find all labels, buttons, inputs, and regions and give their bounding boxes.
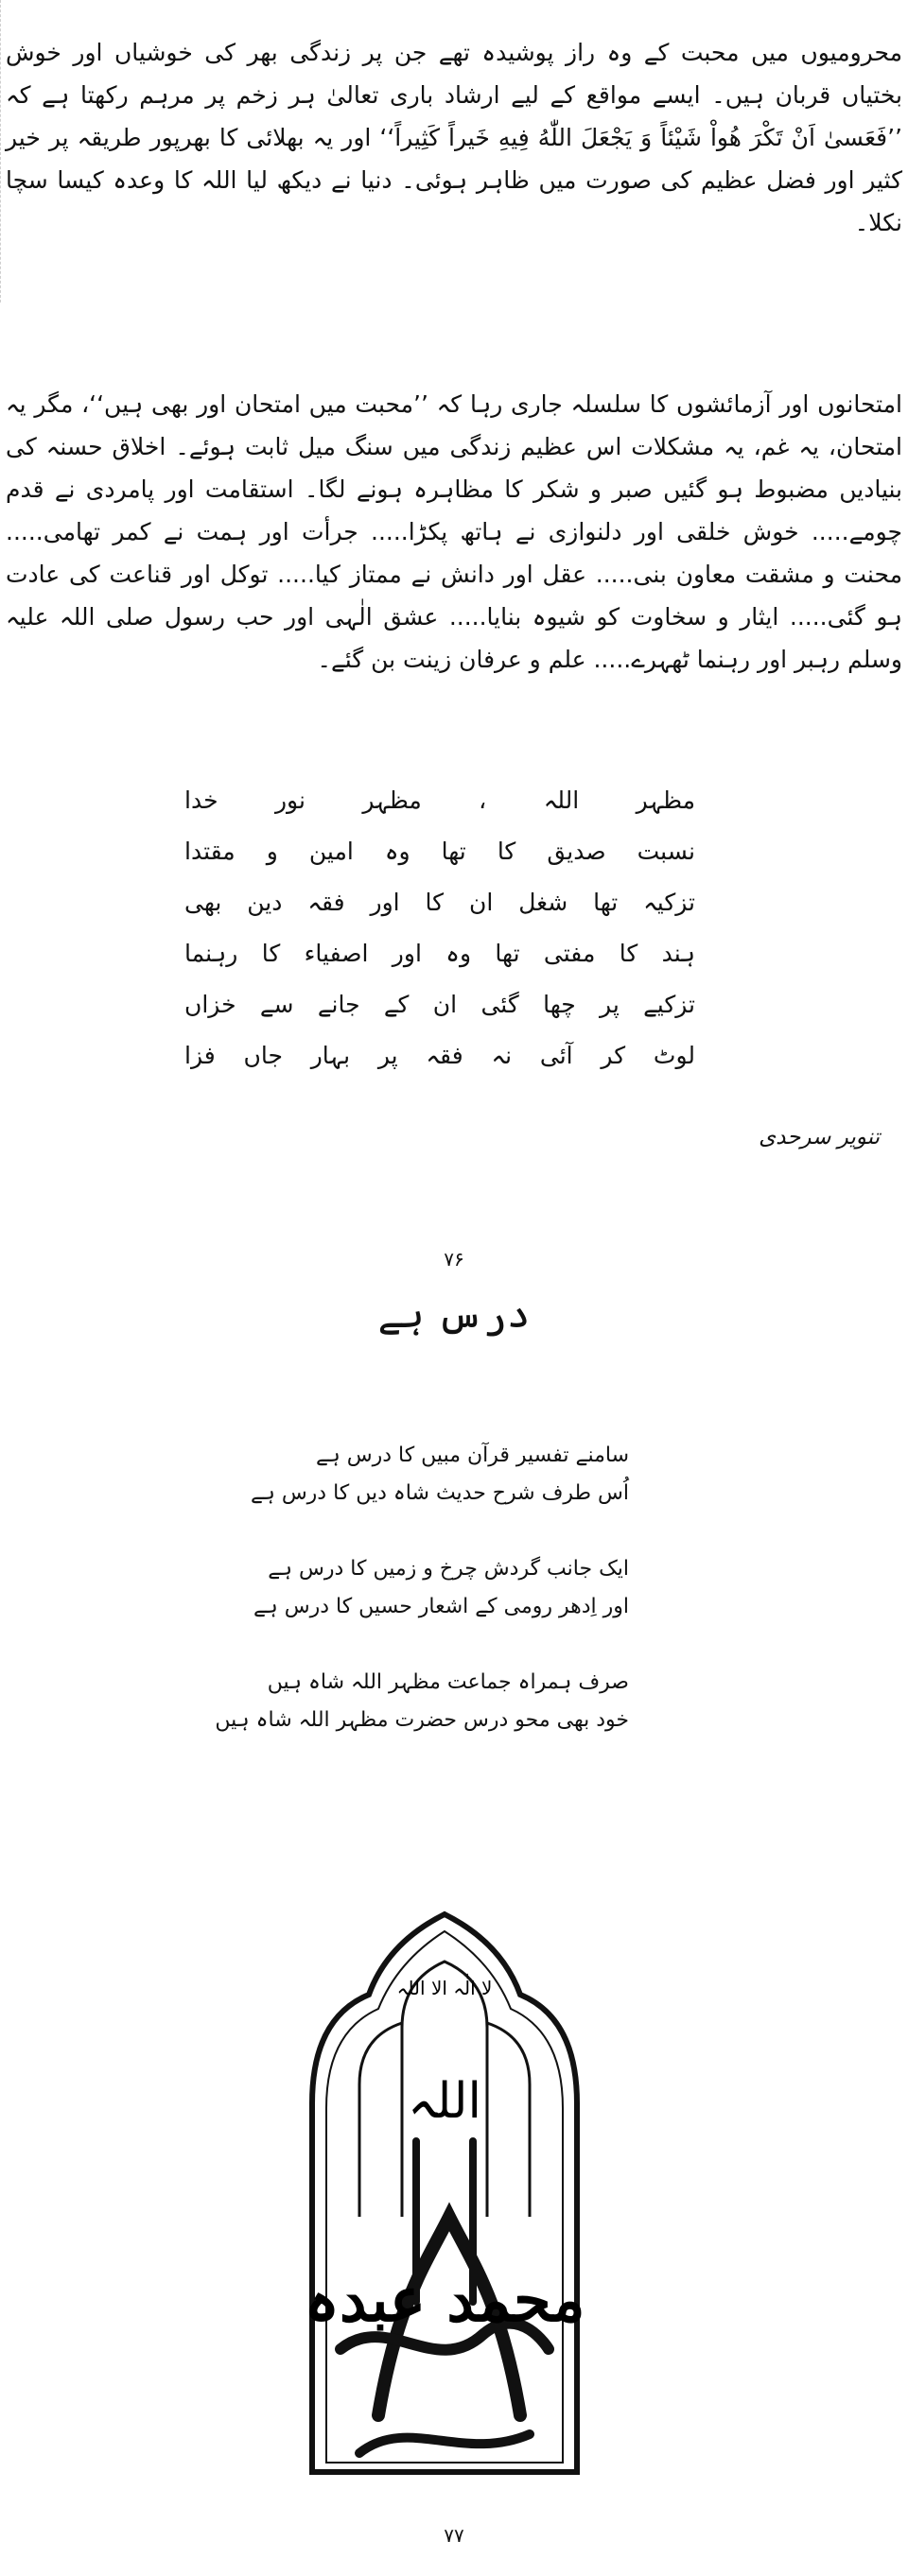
poem-title: درس ہے (377, 1290, 531, 1337)
calligraphy-emblem (246, 1905, 643, 2481)
emblem-center-text: اللہ (408, 2073, 481, 2130)
poem-couplets (215, 1437, 629, 1777)
poem-line: ہند کا مفتی تھا وہ اور اصفیاء کا رہنما (184, 940, 695, 967)
poem-line: نسبت صدیق کا تھا وہ امین و مقتدا (184, 838, 695, 865)
page-number-top: ۷۶ (444, 1248, 464, 1271)
poem-line: تزکیے پر چھا گئی ان کے جانے سے خزاں (184, 991, 695, 1018)
poet-signature: تنویر سرحدی (759, 1125, 880, 1150)
poem-line: مظہر اللہ ، مظہر نور خدا (184, 787, 695, 814)
article-paragraph-2: امتحانوں اور آزمائشوں کا سلسلہ جاری رہا کہ ’’محبت میں امتحان اور بھی ہیں‘‘، مگر یہ امتحان، یہ غم، یہ مشکلات اس عظیم زندگی میں سنگ میل ثابت ہوئے۔ اخلاق حسنہ کی بنیادیں مضبوط ہو گئیں صبر و شکر کا مظاہرہ ہونے لگا۔ استقامت اور پامردی نے قدم چومے..... خوش خلقی اور دلنوازی نے ہاتھ پکڑا..... جرأت اور ہمت نے کمر تھامی..... محنت و مشقت معاون بنی..... عقل اور دانش نے ممتاز کیا..... توکل اور قناعت کی عادت ہو گئی..... ایثار و سخاوت کو شیوہ بنایا..... عشق الٰہی اور حب رسول صلی اللہ علیہ وسلم رہبر اور رہنما ٹھہرے..... علم و عرفان زینت بن گئے۔ (6, 390, 902, 673)
emblem-stroke (359, 2434, 530, 2453)
emblem-inner-frame (326, 1931, 563, 2463)
couplet-line: اُس طرف شرح حدیث شاہ دیں کا درس ہے (251, 1481, 629, 1505)
calligraphy-emblem-drawing (246, 1905, 643, 2481)
poem-line: تزکیہ تھا شغل ان کا اور فقہ دین بھی (184, 889, 695, 916)
emblem-panel-right (487, 2023, 530, 2217)
couplet-line: سامنے تفسیر قرآن مبیں کا درس ہے (315, 1444, 629, 1467)
emblem-top-text: لا الٰہ الا اللہ (396, 1977, 493, 1999)
emblem-main-text: محمد عبدہ (304, 2265, 585, 2336)
poem-line: لوٹ کر آئی نہ فقہ پر بہار جاں فزا (184, 1042, 695, 1069)
scan-margin-line (0, 0, 1, 303)
couplet-line: اور اِدھر رومی کے اشعار حسیں کا درس ہے (253, 1595, 629, 1618)
couplet-line: ایک جانب گردش چرخ و زمیں کا درس ہے (268, 1557, 629, 1581)
emblem-panel-left (359, 2023, 402, 2217)
poem-stanza (184, 775, 695, 1081)
couplet-line: خود بھی محو درس حضرت مظہر اللہ شاہ ہیں (215, 1708, 629, 1732)
couplet (215, 1664, 629, 1739)
article-paragraph-1: محرومیوں میں محبت کے وہ راز پوشیدہ تھے جن پر زندگی بھر کی خوشیاں اور خوش بختیاں قربان ہیں۔ ایسے مواقع کے لیے ارشاد باری تعالیٰ ہر زخم پر مرہم رکھتا ہے کہ ’’فَعَسىٰ اَنْ تَكْرَ هُواْ شَيْئاً وَ يَجْعَلَ اللّٰهُ فِيهِ خَيراً كَثِيراً‘‘ اور یہ بھلائی کا بھرپور طریقہ پر خیر کثیر اور فضل عظیم کی صورت میں ظاہر ہوئی۔ دنیا نے دیکھ لیا اللہ کا وعدہ کیسا سچا نکلا۔ (6, 39, 902, 236)
couplet (251, 1437, 629, 1513)
couplet (253, 1550, 629, 1626)
couplet-line: صرف ہمراہ جماعت مظہر اللہ شاہ ہیں (267, 1670, 629, 1694)
page-number-bottom: ۷۷ (444, 2524, 464, 2547)
